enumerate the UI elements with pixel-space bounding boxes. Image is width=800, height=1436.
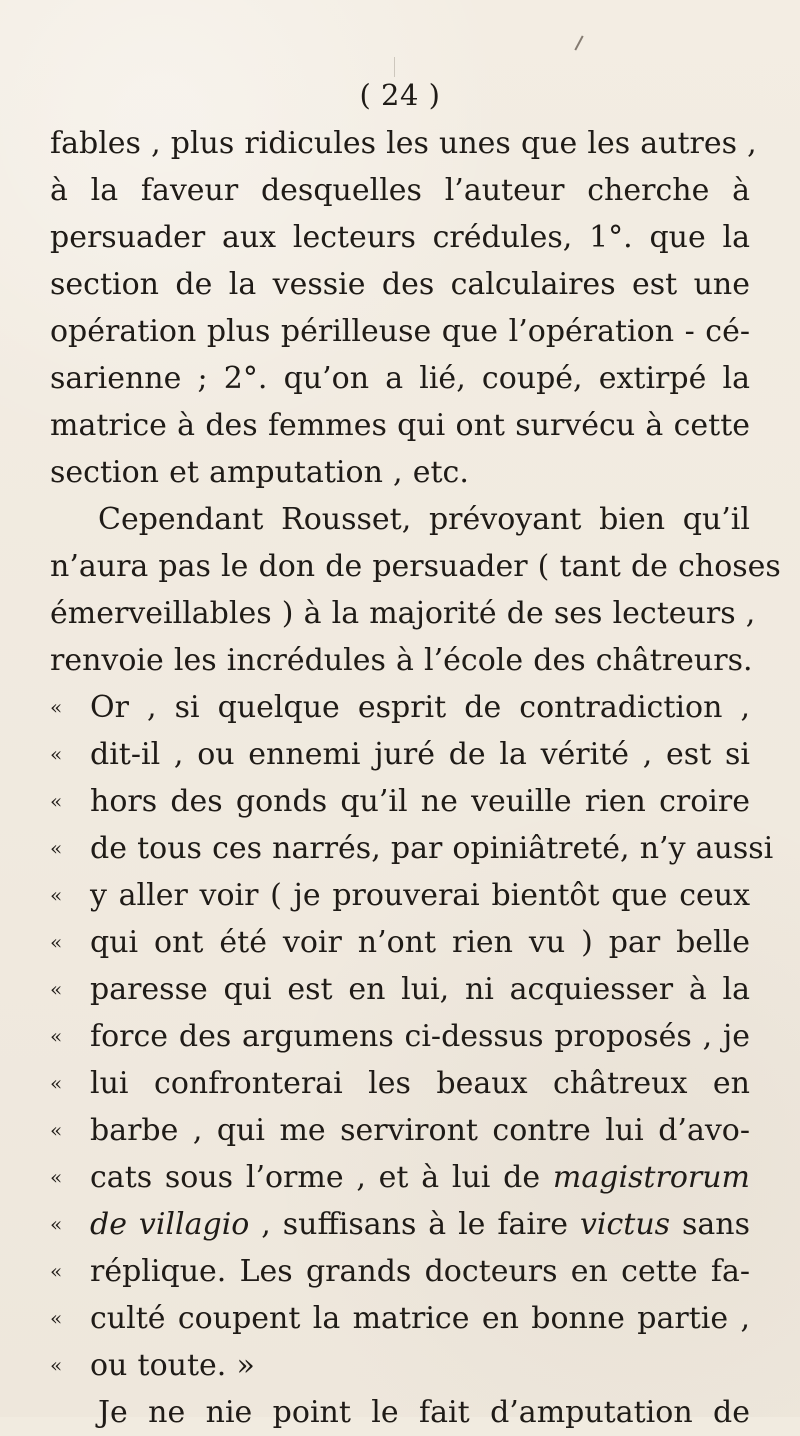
text-line: émerveillables ) à la majorité de ses lecteurs , [50,596,756,631]
quote-line: « barbe , qui me serviront contre lui d’avo- [50,1107,750,1154]
latin-term: de villagio [90,1207,250,1242]
paper-mark [574,35,583,50]
paragraph-first-line: Je ne nie point le fait d’amputation de [98,1395,750,1430]
quote-line: « force des argumens ci-dessus proposés , je [50,1013,750,1060]
text-line: section de la vessie des calculaires est une [50,267,750,302]
quote-line [50,1201,750,1248]
quote-line: « Or , si quelque esprit de contradiction , [50,684,750,731]
quote-line: « paresse qui est en lui, ni acquiesser à la [50,966,750,1013]
text-line: matrice à des femmes qui ont survécu à cette [50,408,750,443]
quote-line: « culté coupent la matrice en bonne partie , [50,1295,750,1342]
quote-line: « lui confronterai les beaux châtreux en [50,1060,750,1107]
text-line: persuader aux lecteurs crédules, 1°. que la [50,220,750,255]
quote-line: « qui ont été voir n’ont rien vu ) par belle [50,919,750,966]
text-line: opération plus périlleuse que l’opération - cé- [50,314,750,349]
latin-term: victus [579,1207,671,1242]
quote-text: sans [682,1207,750,1242]
paragraph-first-line: Cependant Rousset, prévoyant bien qu’il [98,502,750,537]
quote-line: « y aller voir ( je prouverai bientôt que ceux [50,872,750,919]
paper-mark [394,57,395,77]
text-line: section et amputation , etc. [50,455,469,490]
text-line: renvoie les incrédules à l’école des châtreurs. [50,643,753,678]
quote-text: , suffisans à le faire [261,1207,569,1242]
quote-text: cats sous l’orme , et à lui de [90,1160,541,1195]
quote-line: « dit-il , ou ennemi juré de la vérité , est si [50,731,750,778]
text-line: fables , plus ridicules les unes que les autres , [50,126,757,161]
main-text [50,120,781,1436]
text-line: à la faveur desquelles l’auteur cherche à [50,173,750,208]
page-number: ( 24 ) [359,78,441,112]
quote-line: « ou toute. » [50,1342,750,1389]
text-line: n’aura pas le don de persuader ( tant de choses [50,549,781,584]
latin-term: magistrorum [552,1160,751,1195]
text-line: sarienne ; 2°. qu’on a lié, coupé, extirpé la [50,361,750,396]
quote-line: « de tous ces narrés, par opiniâtreté, n’y aussi [50,825,750,872]
quote-line: « réplique. Les grands docteurs en cette fa- [50,1248,750,1295]
quote-line [50,1154,750,1201]
quote-line: « hors des gonds qu’il ne veuille rien croire [50,778,750,825]
